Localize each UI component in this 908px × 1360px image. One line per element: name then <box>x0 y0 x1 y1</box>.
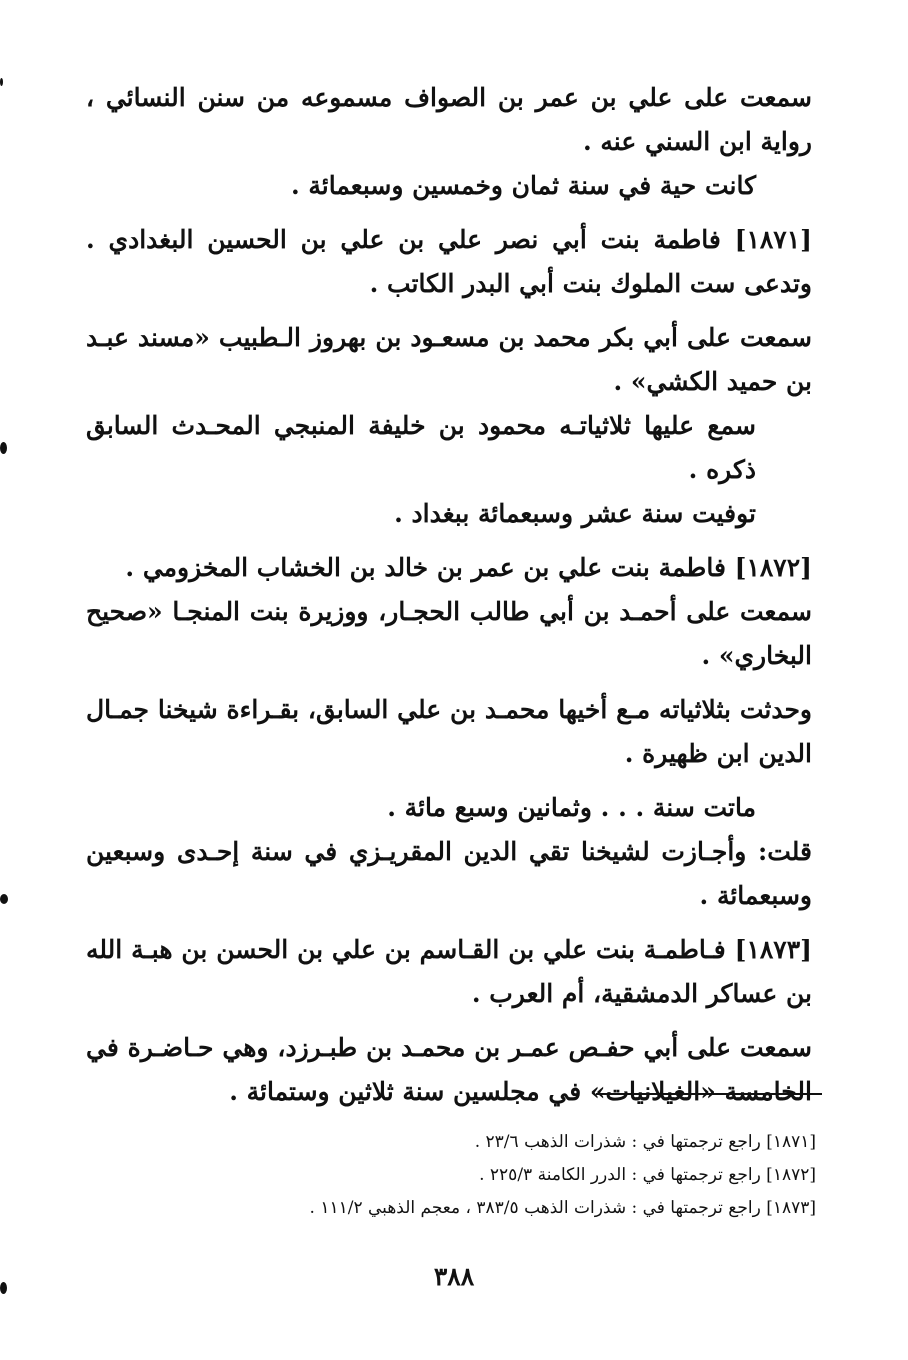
paragraph-5: سمع عليها ثلاثياتـه محمود بن خليفة المنبجي المحـدث السابق ذكره . <box>86 411 756 484</box>
paragraph-11: قلت: وأجـازت لشيخنا تقي الدين المقريـزي في سنة إحـدى وسبعين وسبعمائة . <box>86 837 812 910</box>
paragraph-9: وحدثت بثلاثياته مـع أخيها محمـد بن علي السابق، بقـراءة شيخنا جمـال الدين ابن ظهيرة . <box>86 695 812 768</box>
scan-speck <box>0 78 3 86</box>
paragraph-entry-1871: [١٨٧١] فاطمة بنت أبي نصر علي بن علي بن الحسين البغدادي . وتدعى ست الملوك بنت أبي البدر الكاتب . <box>86 225 812 298</box>
footnote-1871: [١٨٧١] راجع ترجمتها في : شذرات الذهب ٢٣/٦ . <box>474 1132 816 1152</box>
footnote-1872: [١٨٧٢] راجع ترجمتها في : الدرر الكامنة ٢٢٥/٣ . <box>479 1165 816 1185</box>
footnote-1873: [١٨٧٣] راجع ترجمتها في : شذرات الذهب ٣٨٣/٥ ، معجم الذهبي ١١١/٢ . <box>309 1198 816 1218</box>
page-number: ٣٨٨ <box>433 1262 475 1291</box>
paragraph-4: سمعت على أبي بكر محمد بن مسعـود بن بهروز الـطبيب «مسند عبـد بن حميد الكشي» . <box>86 323 812 396</box>
footnotes <box>150 1126 816 1225</box>
body-text <box>86 76 812 1114</box>
paragraph-6: توفيت سنة عشر وسبعمائة ببغداد . <box>394 499 756 528</box>
paragraph-1: سمعت على علي بن عمر بن الصواف مسموعه من سنن النسائي ، رواية ابن السني عنه . <box>86 83 812 156</box>
paragraph-2: كانت حية في سنة ثمان وخمسين وسبعمائة . <box>290 171 756 200</box>
paragraph-10: ماتت سنة . . . وثمانين وسبع مائة . <box>387 793 756 822</box>
paragraph-13: سمعت على أبي حفـص عمـر بن محمـد بن طبـرزد، وهي حـاضـرة في الخامسة «الغيلانيات» في مجلسين سنة ثلاثين وستمائة . <box>86 1033 812 1106</box>
paragraph-8: سمعت على أحمـد بن أبي طالب الحجـار، ووزيرة بنت المنجـا «صحيح البخاري» . <box>86 597 812 670</box>
footnote-divider <box>596 1093 822 1095</box>
scan-speck <box>0 442 7 454</box>
paragraph-entry-1873: [١٨٧٣] فـاطمـة بنت علي بن القـاسم بن علي بن الحسن بن هبـة الله بن عساكر الدمشقية، أم العرب . <box>86 935 812 1008</box>
paragraph-entry-1872: [١٨٧٢] فاطمة بنت علي بن عمر بن خالد بن الخشاب المخزومي . <box>125 553 812 582</box>
scan-speck <box>0 894 8 904</box>
scan-speck <box>0 1282 7 1294</box>
